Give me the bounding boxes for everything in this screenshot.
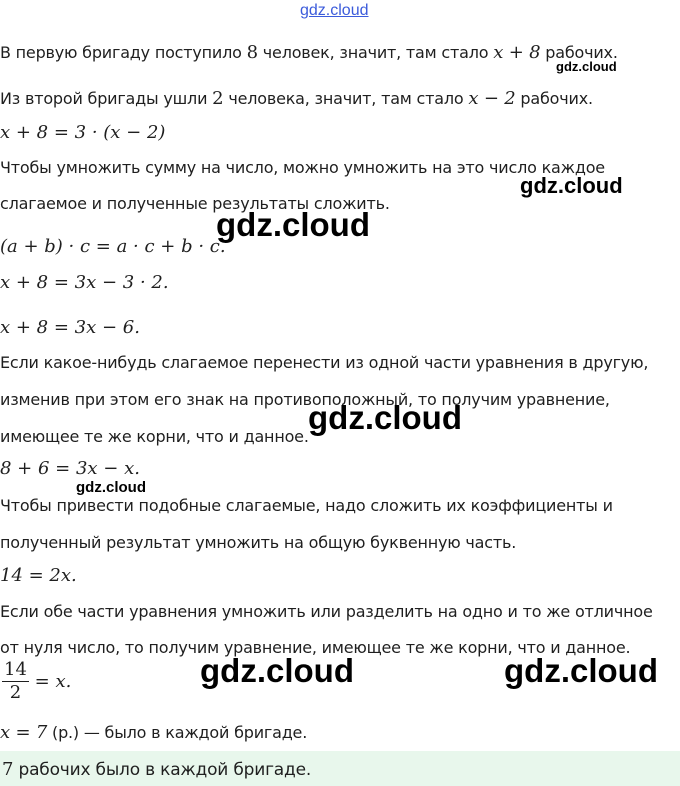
- rule-4-line-a: Если обе части уравнения умножить или разделить на одно и то же отличное: [0, 602, 653, 621]
- rule-2-line-b: изменив при этом его знак на противоположный, то получим уравнение,: [0, 390, 610, 409]
- math-inline: x + 8: [493, 42, 541, 63]
- rule-3-line-b: полученный результат умножить на общую буквенную часть.: [0, 533, 517, 552]
- fraction-numerator: 14: [4, 659, 27, 680]
- answer-number: 7: [2, 759, 14, 780]
- rule-1-line-a: Чтобы умножить сумму на число, можно умножить на это число каждое: [0, 158, 605, 177]
- watermark: gdz.cloud: [556, 59, 617, 74]
- equation-fraction: [2, 659, 71, 704]
- answer-box: [0, 751, 680, 786]
- rule-1-line-b: слагаемое и полученные результаты сложить.: [0, 194, 390, 213]
- equation-2: (a + b) · c = a · c + b · c.: [0, 236, 226, 257]
- math-inline: x − 2: [468, 88, 516, 109]
- watermark: gdz.cloud: [76, 479, 146, 496]
- text-fragment: рабочих.: [545, 43, 618, 62]
- rule-2-line-a: Если какое-нибудь слагаемое перенести из одной части уравнения в другую,: [0, 353, 649, 372]
- watermark: gdz.cloud: [504, 652, 658, 689]
- fraction-denominator: 2: [9, 682, 22, 703]
- answer-label: рабочих было в каждой бригаде.: [18, 760, 312, 780]
- text-fragment: Из второй бригады ушли: [0, 89, 208, 108]
- watermark: gdz.cloud: [520, 173, 623, 198]
- text-fragment: человека, значит, там стало: [228, 89, 464, 108]
- text-fragment: рабочих.: [520, 89, 593, 108]
- equation-4: x + 8 = 3x − 6.: [0, 317, 140, 338]
- watermark-top: gdz.cloud: [300, 2, 369, 19]
- watermark: gdz.cloud: [216, 206, 370, 243]
- text-fragment: (р.) — было в каждой бригаде.: [52, 723, 308, 742]
- fraction-rest: = x.: [34, 671, 72, 692]
- watermark: gdz.cloud: [308, 399, 462, 436]
- text-fragment: человек, значит, там стало: [262, 43, 489, 62]
- fraction: [2, 659, 29, 704]
- answer-text: [2, 759, 311, 780]
- watermark: gdz.cloud: [200, 652, 354, 689]
- equation-1: x + 8 = 3 · (x − 2): [0, 122, 166, 143]
- equation-3: x + 8 = 3x − 3 · 2.: [0, 272, 169, 293]
- equation-6: 14 = 2x.: [0, 565, 77, 586]
- math-inline: x = 7: [0, 722, 48, 743]
- rule-4-line-b: от нуля число, то получим уравнение, имеющее те же корни, что и данное.: [0, 638, 631, 657]
- equation-5: 8 + 6 = 3x − x.: [0, 458, 140, 479]
- rule-2-line-c: имеющее те же корни, что и данное.: [0, 427, 309, 446]
- math-number: 8: [246, 42, 258, 63]
- math-number: 2: [212, 88, 224, 109]
- text-fragment: В первую бригаду поступило: [0, 43, 242, 62]
- text-line-2: [0, 88, 593, 109]
- result-line: [0, 722, 307, 743]
- text-line-1: [0, 42, 618, 63]
- rule-3-line-a: Чтобы привести подобные слагаемые, надо сложить их коэффициенты и: [0, 496, 613, 515]
